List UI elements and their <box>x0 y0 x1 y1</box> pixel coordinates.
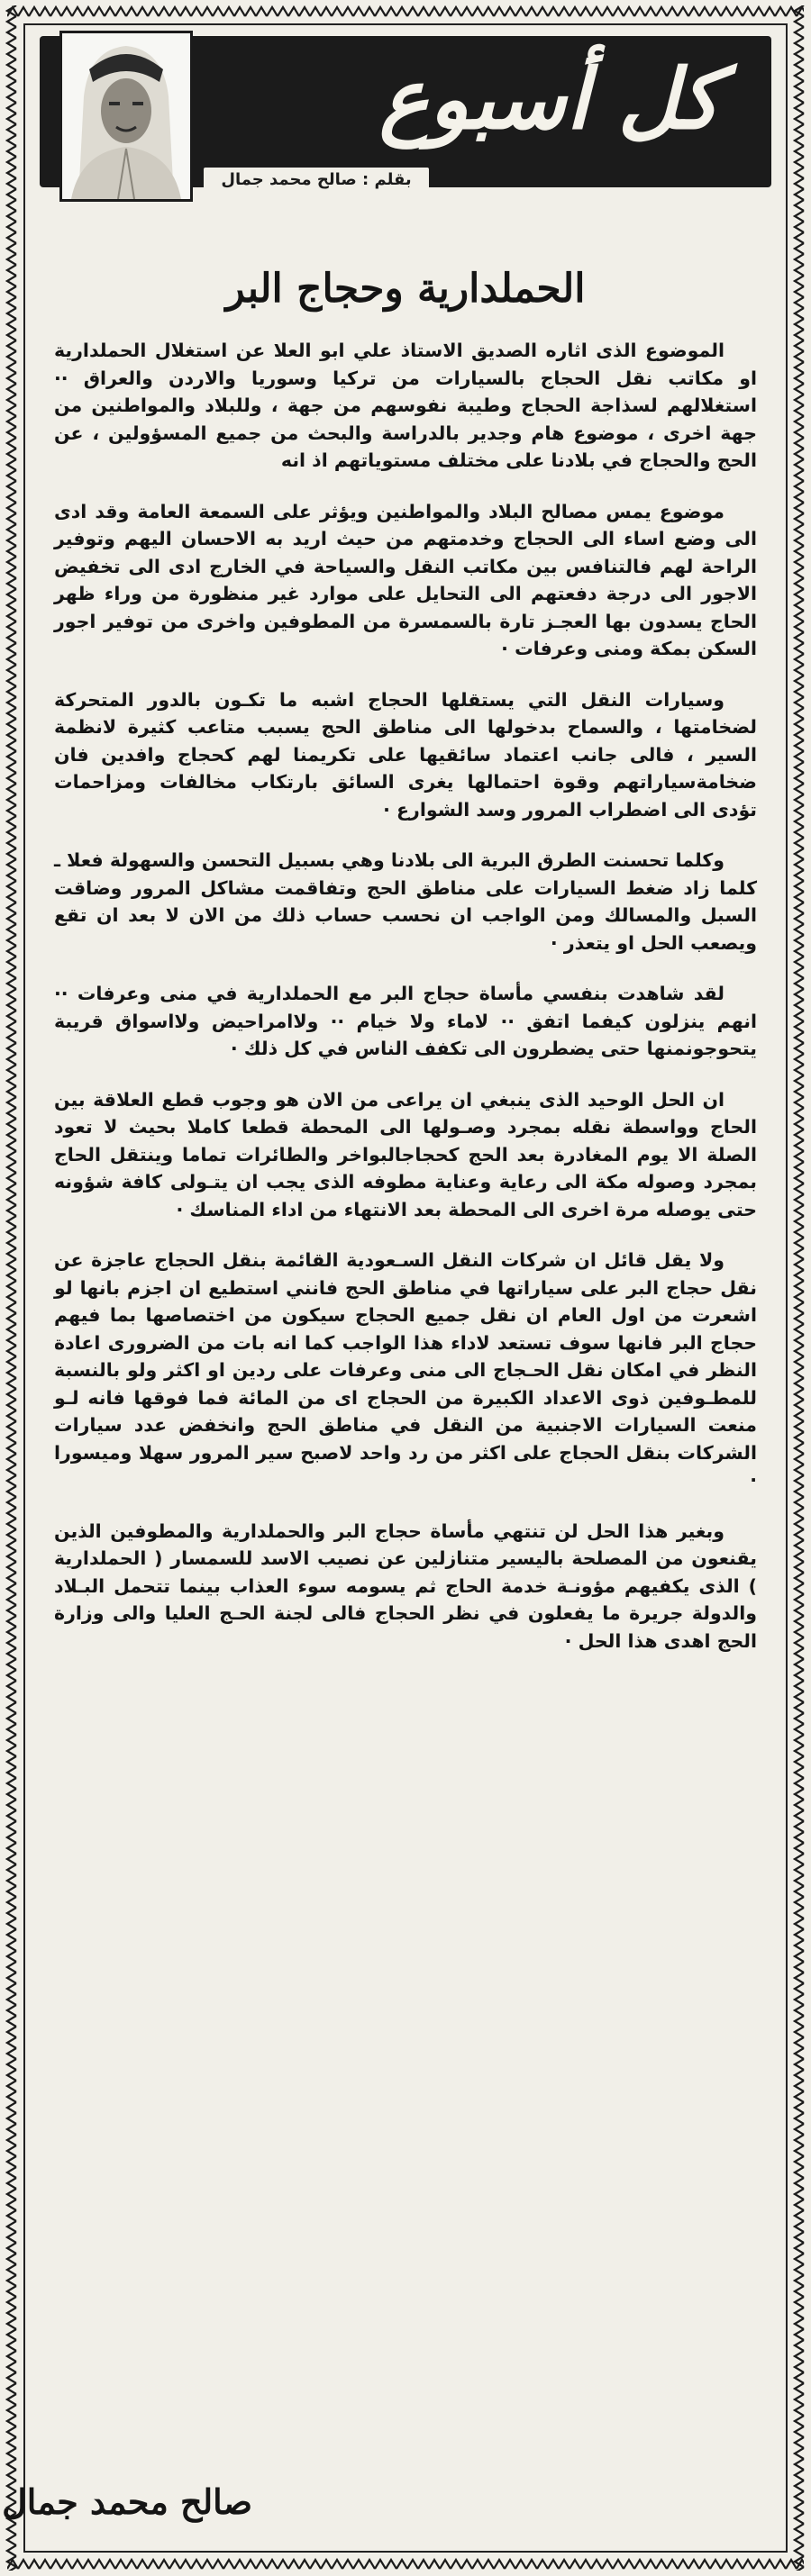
article-paragraph: وكلما تحسنت الطرق البرية الى بلادنا وهي بسبيل التحسن والسهولة فعلا ـ كلما زاد ضغط السيارات على مناطق الحج وتفاقمت مشاكل المرور وضاقت السبل والمسالك ومن الواجب ان نحسب حساب ذلك من الان لا بعد ان تقع ويصعب الحل او يتعذر · <box>54 849 757 954</box>
top-decorative-border <box>7 5 804 18</box>
column-title: كل أسبوع <box>378 50 721 148</box>
article-paragraph: ولا يقل قائل ان شركات النقل السـعودية القائمة بنقل الحجاج عاجزة عن نقل حجاج البر على سياراتها في مناطق الحج فانني استطيع ان اجزم بانها لو اشعرت من اول العام ان نقل جميع الحجاج سيكون من اختصاصها بما فيهم حجاج البر فانها سوف تستعد لاداء هذا الواجب كما انه بات من الضرورى اعادة النظر في امكان نقل الحـجاج الى منى وعرفات على ردين او اكثر ولو بالنسبة للمطـوفين ذوى الاعداد الكبيرة من الحجاج اى من المائة فما فوقها فانه لـو منعت السيارات الاجنبية من النقل في مناطق الحج وانخفض عدد سيارات الشركات بنقل الحجاج على اكثر من رد واحد لاصبح سير المرور سهلا وميسورا · <box>54 1249 757 1491</box>
article-body <box>54 337 757 1678</box>
article-paragraph: وبغير هذا الحل لن تنتهي مأساة حجاج البر والحملدارية والمطوفين الذين يقنعون من المصلحة باليسير متنازلين عن نصيب الاسد للسمسار ( الحملدارية ) الذى يكفيهم مؤونـة خدمة الحاج ثم يسومه سوء العذاب بينما تتحمل البـلاد والدولة جريرة ما يفعلون في نظر الحجاج فالى لجنة الحـج العليا والى وزارة الحج اهدى هذا الحل · <box>54 1519 757 1652</box>
article-paragraph: الموضوع الذى اثاره الصديق الاستاذ علي ابو العلا عن استغلال الحملدارية او مكاتب نقل الحجاج بالسيارات من تركيا وسوريا والاردن والعراق ·· استغلالهم لسذاجة الحجاج وطيبة نفوسهم من جهة ، وللبلاد والمواطنين من جهة اخرى ، موضوع هام وجدير بالدراسة والبحث من جميع المسؤولين ، عن الحج والحجاج في بلادنا على مختلف مستوياتهم اذ انه <box>54 340 757 471</box>
byline: بقلم : صالح محمد جمال <box>204 168 429 193</box>
article-paragraph: وسيارات النقل التي يستقلها الحجاج اشبه ما تكـون بالدور المتحركة لضخامتها ، والسماح بدخولها الى مناطق الحج يسبب متاعب كثيرة لانظمة السير ، فالى جانب اعتماد سائقيها على تكريمنا لهم كحجاج وافدين فان ضخامةسياراتهم وقوة احتمالها يغرى السائق بارتكاب مخالفات ومزاحمات تؤدى الى اضطراب المرور وسد الشوارع · <box>54 688 757 821</box>
article-paragraph: لقد شاهدت بنفسي مأساة حجاج البر مع الحملدارية في منى وعرفات ·· انهم ينزلون كيفما اتفق ·· لاماء ولا خيام ·· ولاامراحيض ولااسواق قريبة يتحوجونمنها حتى يضطرون الى تكفف الناس في كل ذلك · <box>54 983 757 1059</box>
article-paragraph: ان الحل الوحيد الذى ينبغي ان يراعى من الان هو وجوب قطع العلاقة بين الحاج وواسطة نقله بمجرد وصـولها الى المحطة قطعا كاملا بحيث لا تعود الصلة الا يوم المغادرة بعد الحج كحجاجالبواخر والطائرات تماما وينتقل الحاج بمجرد وصوله مكة الى رعاية وعناية مطوفه الذى يجب ان يتـولى كافة شؤونه حتى يوصله مرة اخرى الى المحطة بعد الانتهاء من اداء المناسك · <box>54 1088 757 1220</box>
bottom-decorative-border <box>7 2558 804 2571</box>
article-headline: الحملدارية وحجاج البر <box>225 266 586 312</box>
author-signature: صالح محمد جمال <box>2 2481 252 2522</box>
left-decorative-border <box>5 5 18 2571</box>
right-decorative-border <box>793 5 806 2571</box>
author-photo <box>59 31 193 202</box>
article-paragraph: موضوع يمس مصالح البلاد والمواطنين ويؤثر على السمعة العامة وقد ادى الى وضع اساء الى الحجاج وخدمتهم من حيث اريد به الاحسان اليهم وتوفير الراحة لهم فالتنافس بين مكاتب النقل والسياحة في الخارج ادى الى تخفيض الاجور الى درجة دفعتهم الى التحايل على موارد غير منظورة من وراء ظهر الحاج يسدون بها العجـز تارة بالسمسرة من المطوفين واخرى من توفير اجور السكن بمكة ومنى وعرفات · <box>54 500 757 659</box>
